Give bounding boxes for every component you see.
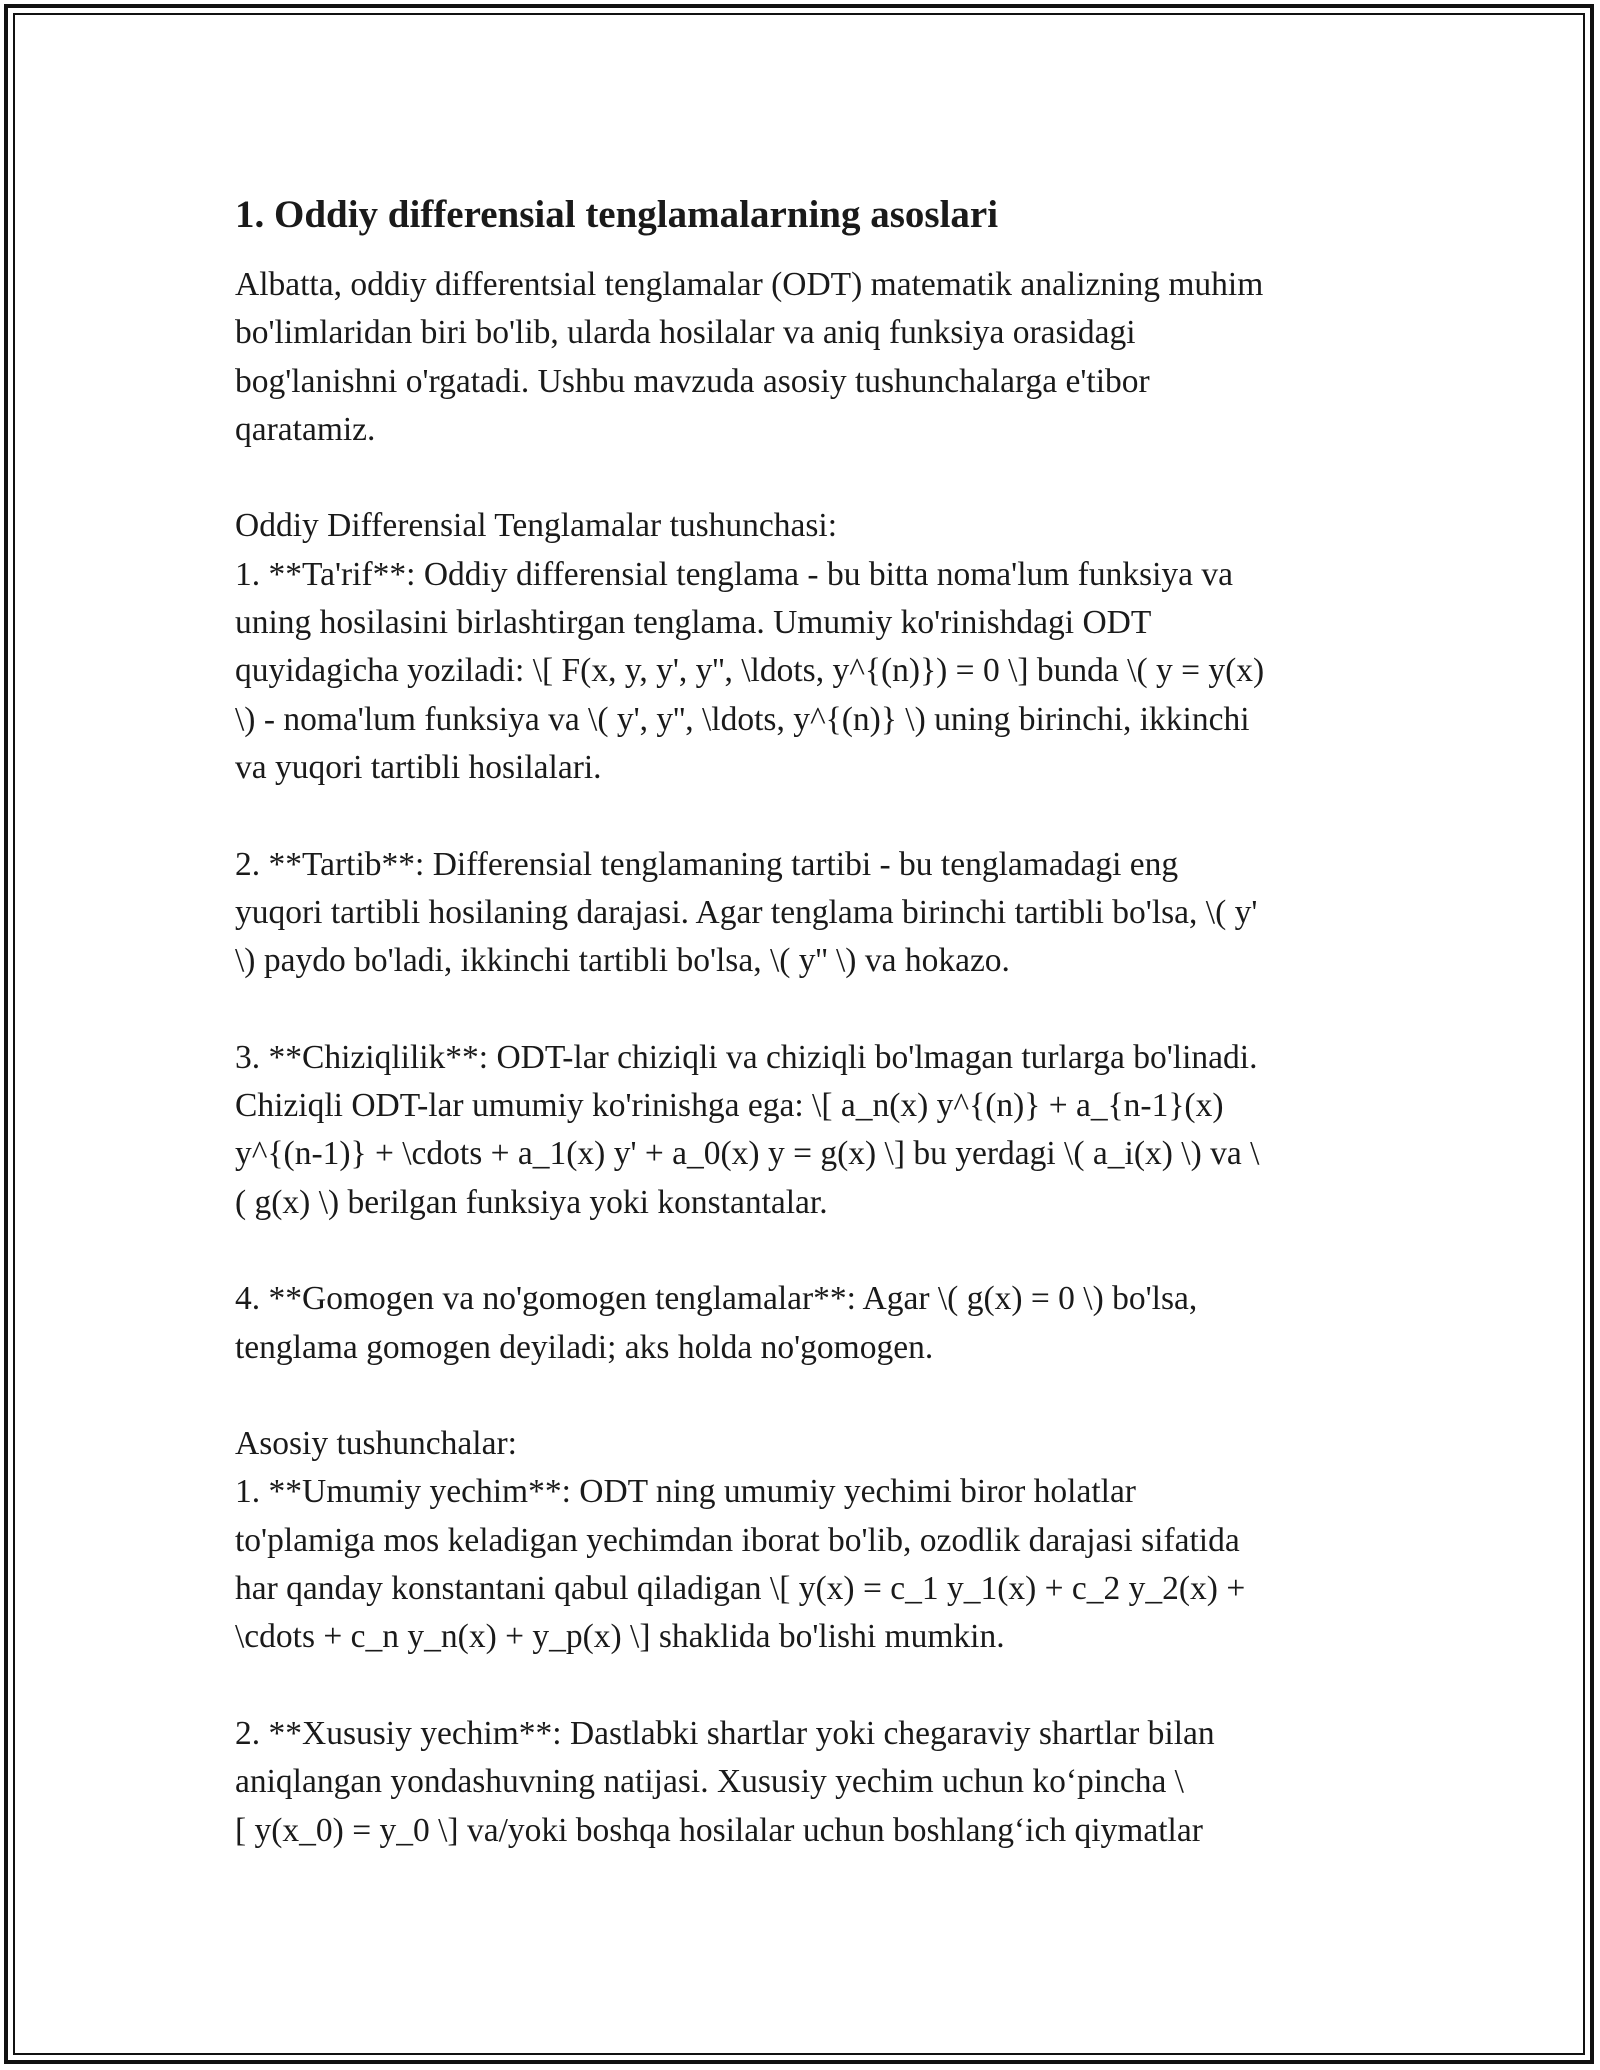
- paragraph-gap: [235, 1662, 1375, 1710]
- text-line: 1. **Ta'rif**: Oddiy differensial tenglama - bu bitta noma'lum funksiya va: [235, 555, 1234, 593]
- text-line: aniqlangan yondashuvning natijasi. Xususiy yechim uchun ko‘pincha \: [235, 1763, 1184, 1801]
- paragraph-gap: [235, 792, 1375, 840]
- text-line: Chiziqli ODT-lar umumiy ko'rinishga ega: \[ a_n(x) y^{(n)} + a_{n-1}(x): [235, 1087, 1224, 1125]
- document-body: [235, 185, 1375, 1855]
- text-line: 4. **Gomogen va no'gomogen tenglamalar**: Agar \( g(x) = 0 \) bo'lsa,: [235, 1280, 1198, 1318]
- linearity-paragraph: [235, 1034, 1375, 1227]
- text-line: bog'lanishni o'rgatadi. Ushbu mavzuda asosiy tushunchalarga e'tibor: [235, 362, 1150, 400]
- text-line: \) - noma'lum funksiya va \( y', y'', \ldots, y^{(n)} \) uning birinchi, ikkinchi: [235, 700, 1250, 738]
- text-line: 2. **Xususiy yechim**: Dastlabki shartlar yoki chegaraviy shartlar bilan: [235, 1714, 1215, 1752]
- definitions-block: [235, 502, 1375, 792]
- text-line: 2. **Tartib**: Differensial tenglamaning tartibi - bu tenglamadagi eng: [235, 845, 1179, 883]
- text-line: \cdots + c_n y_n(x) + y_p(x) \] shaklida bo'lishi mumkin.: [235, 1618, 1005, 1656]
- section-heading: 1. Oddiy differensial tenglamalarning asoslari: [235, 193, 999, 236]
- text-line: qaratamiz.: [235, 410, 376, 448]
- paragraph-gap: [235, 985, 1375, 1033]
- paragraph-gap: [235, 454, 1375, 502]
- text-line: Albatta, oddiy differentsial tenglamalar (ODT) matematik analizning muhim: [235, 266, 1264, 303]
- text-line: yuqori tartibli hosilaning darajasi. Agar tenglama birinchi tartibli bo'lsa, \( y': [235, 893, 1258, 931]
- text-line: 3. **Chiziqlilik**: ODT-lar chiziqli va chiziqli bo'lmagan turlarga bo'linadi.: [235, 1038, 1258, 1076]
- text-line: uning hosilasini birlashtirgan tenglama. Umumiy ko'rinishdagi ODT: [235, 604, 1152, 642]
- paragraph-gap: [235, 1372, 1375, 1420]
- paragraph-gap: [235, 1227, 1375, 1275]
- text-line: \) paydo bo'ladi, ikkinchi tartibli bo'lsa, \( y'' \) va hokazo.: [235, 942, 1010, 980]
- text-line: [ y(x_0) = y_0 \] va/yoki boshqa hosilalar uchun boshlang‘ich qiymatlar: [235, 1811, 1203, 1849]
- text-line: to'plamiga mos keladigan yechimdan iborat bo'lib, ozodlik darajasi sifatida: [235, 1521, 1240, 1559]
- text-line: 1. **Umumiy yechim**: ODT ning umumiy yechimi biror holatlar: [235, 1473, 1136, 1511]
- subsection-title: Asosiy tushunchalar:: [235, 1425, 517, 1463]
- text-line: bo'limlaridan biri bo'lib, ularda hosilalar va aniq funksiya orasidagi: [235, 314, 1136, 352]
- text-line: va yuqori tartibli hosilalari.: [235, 748, 602, 786]
- particular-solution-paragraph: [235, 1710, 1375, 1855]
- order-paragraph: [235, 841, 1375, 986]
- concepts-block: [235, 1420, 1375, 1661]
- text-line: ( g(x) \) berilgan funksiya yoki konstantalar.: [235, 1183, 828, 1221]
- text-line: y^{(n-1)} + \cdots + a_1(x) y' + a_0(x) y = g(x) \] bu yerdagi \( a_i(x) \) va \: [235, 1135, 1260, 1173]
- intro-paragraph: [235, 261, 1375, 454]
- subsection-title: Oddiy Differensial Tenglamalar tushunchasi:: [235, 507, 838, 545]
- text-line: quyidagicha yoziladi: \[ F(x, y, y', y'', \ldots, y^{(n)}) = 0 \] bunda \( y = y(x): [235, 652, 1265, 690]
- text-line: har qanday konstantani qabul qiladigan \[ y(x) = c_1 y_1(x) + c_2 y_2(x) +: [235, 1570, 1246, 1608]
- text-line: tenglama gomogen deyiladi; aks holda no'gomogen.: [235, 1328, 934, 1366]
- homogeneous-paragraph: [235, 1275, 1375, 1372]
